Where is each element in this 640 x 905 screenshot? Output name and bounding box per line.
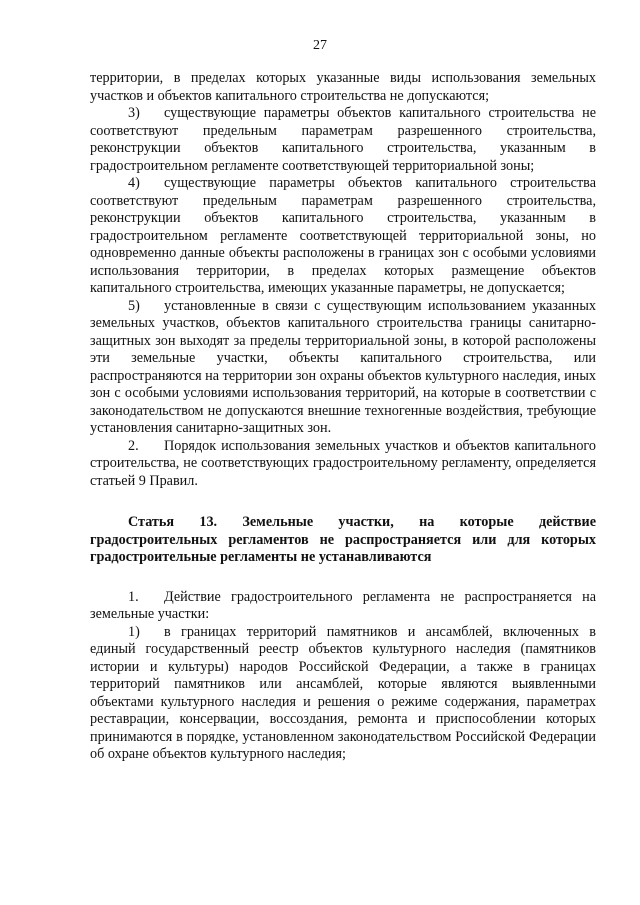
- article-heading: Статья 13. Земельные участки, на которые действие градостроительных регламентов не распространяется или для которых градостроительные регламенты не устанавливаются: [90, 514, 596, 565]
- page-number: 27: [313, 38, 327, 53]
- document-body: [90, 70, 596, 764]
- item-number: 4): [128, 175, 140, 191]
- item-number: 1.: [128, 588, 139, 605]
- item-number: 5): [128, 297, 140, 314]
- clause-1: [90, 589, 596, 624]
- paragraph-text: в границах территорий памятников и ансамблей, включенных в единый государственный реестр объектов культурного наследия (памятников истории и культуры) народов Российской Федерации, а также в границах территорий памятников или ансамблей, которые являются выявленными объектами культурного наследия и решения о режиме содержания, параметрах реставрации, консервации, воссоздания, ремонта и приспособлении которых принимаются в порядке, установленном законодательством Российской Федерации об охране объектов культурного наследия;: [90, 623, 596, 762]
- clause-2: [90, 438, 596, 491]
- paragraph-text: существующие параметры объектов капитального строительства не соответствуют предельным параметрам разрешенного строительства, реконструкции объектов капитального строительства, указанным в градостроительном регламенте соответствующей территориальной зоны;: [90, 105, 596, 174]
- paragraph-text: установленные в связи с существующим использованием указанных земельных участков, объектов капитального строительства границы санитарно-защитных зон выходят за пределы территориальной зоны, в которой расположены эти земельные участки, объекты капитального строительства, или распространяются на территории зон охраны объектов культурного наследия, иных зон с особыми условиями использования территорий, на которые в соответствии с законодательством не допускаются внешние техногенные воздействия, требующие установления санитарно-защитных зон.: [90, 297, 596, 436]
- list-item-5: [90, 298, 596, 438]
- paragraph-text: Действие градостроительного регламента не распространяется на земельные участки:: [90, 588, 596, 622]
- section-spacer: [90, 567, 596, 589]
- item-number: 2.: [128, 437, 139, 454]
- item-number: 3): [128, 105, 140, 121]
- paragraph-text: существующие параметры объектов капитального строительства соответствуют предельным параметрам разрешенного строительства, реконструкции объектов капитального строительства, указанным в градостроительном регламенте соответствующей территориальной зоны, но одновременно данные объекты расположены в границах зон с особыми условиями использования территории, в пределах которых размещение объектов капитального строительства, имеющих указанные параметры, не допускается;: [90, 175, 596, 296]
- list-item-4: [90, 175, 596, 298]
- paragraph-text: Порядок использования земельных участков и объектов капитального строительства, не соответствующих градостроительному регламенту, определяется статьей 9 Правил.: [90, 437, 596, 489]
- list-item-1: [90, 624, 596, 764]
- item-number: 1): [128, 623, 140, 640]
- paragraph-text: территории, в пределах которых указанные виды использования земельных участков и объектов капитального строительства не допускаются;: [90, 70, 596, 104]
- list-item-3: [90, 105, 596, 175]
- paragraph-continuation: [90, 70, 596, 105]
